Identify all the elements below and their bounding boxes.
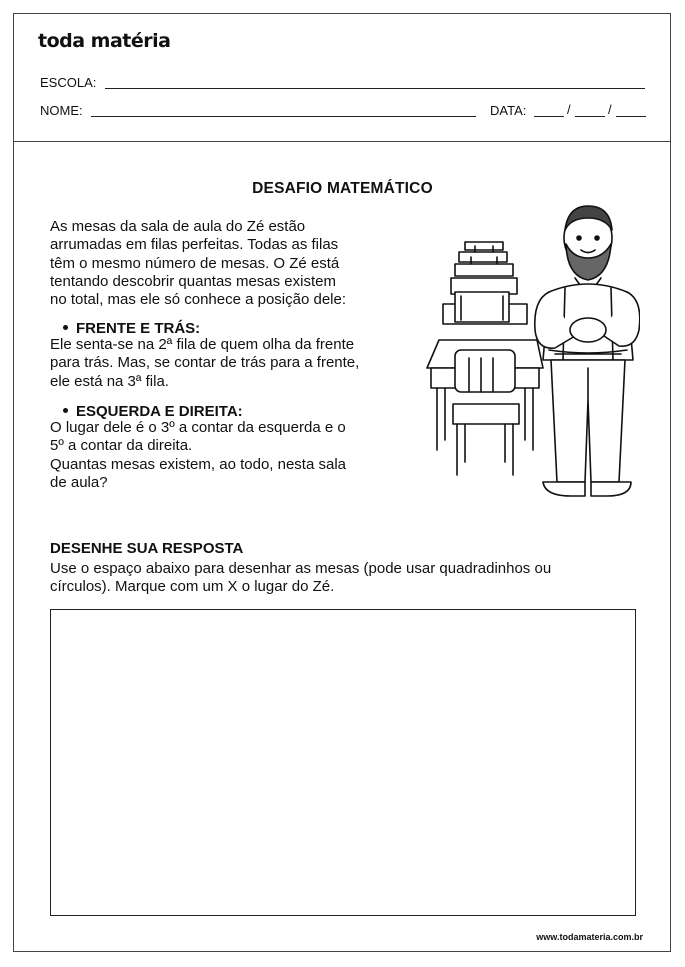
date-month-line[interactable] (575, 116, 605, 117)
section-heading-left-right (63, 403, 243, 420)
instruction-line: círculos). Marque com um X o lugar do Zé. (50, 578, 335, 596)
site-logo: toda matéria (38, 30, 171, 52)
section-line: Ele senta-se na 2ª fila de quem olha da frente (50, 336, 355, 353)
intro-line: têm o mesmo número de mesas. O Zé está (50, 254, 340, 272)
section-line: Quantas mesas existem, ao todo, nesta sala (50, 455, 346, 473)
bullet-icon (63, 325, 68, 330)
date-separator: / (608, 102, 612, 117)
intro-line: tentando descobrir quantas mesas existem (50, 272, 336, 290)
instruction-line: Use o espaço abaixo para desenhar as mesas (pode usar quadradinhos ou (50, 560, 552, 577)
header-divider (13, 141, 671, 142)
section-heading-text: ESQUERDA E DIREITA: (76, 403, 243, 420)
section-paragraph-front-back (50, 336, 359, 391)
section-line: O lugar dele é o 3º a contar da esquerda e o (50, 419, 346, 436)
date-year-line[interactable] (616, 116, 646, 117)
answer-instructions (50, 560, 630, 597)
section-paragraph-left-right (50, 419, 346, 492)
answer-drawing-area[interactable] (50, 609, 636, 916)
name-label: NOME: (40, 103, 83, 118)
section-line: ele está na 3ª fila. (50, 372, 169, 390)
teacher-with-desks-illustration (425, 200, 640, 505)
section-line: 5º a contar da direita. (50, 437, 193, 455)
name-line[interactable] (91, 116, 476, 117)
date-label: DATA: (490, 103, 527, 118)
bullet-icon (63, 408, 68, 413)
school-label: ESCOLA: (40, 75, 97, 90)
date-separator: / (567, 102, 571, 117)
desks-icon (427, 242, 543, 475)
section-heading-front-back (63, 320, 200, 337)
teacher-icon (535, 206, 640, 496)
school-line[interactable] (105, 88, 645, 89)
page-title: DESAFIO MATEMÁTICO (252, 180, 433, 197)
footer-url: www.todamateria.com.br (536, 932, 643, 942)
section-line: de aula? (50, 473, 108, 491)
intro-paragraph (50, 218, 346, 309)
intro-line: As mesas da sala de aula do Zé estão (50, 218, 306, 235)
answer-heading: DESENHE SUA RESPOSTA (50, 540, 244, 557)
intro-line: arrumadas em filas perfeitas. Todas as filas (50, 236, 339, 254)
intro-line: no total, mas ele só conhece a posição dele: (50, 291, 347, 309)
section-heading-text: FRENTE E TRÁS: (76, 320, 201, 337)
section-line: para trás. Mas, se contar de trás para a frente, (50, 354, 360, 372)
date-day-line[interactable] (534, 116, 564, 117)
